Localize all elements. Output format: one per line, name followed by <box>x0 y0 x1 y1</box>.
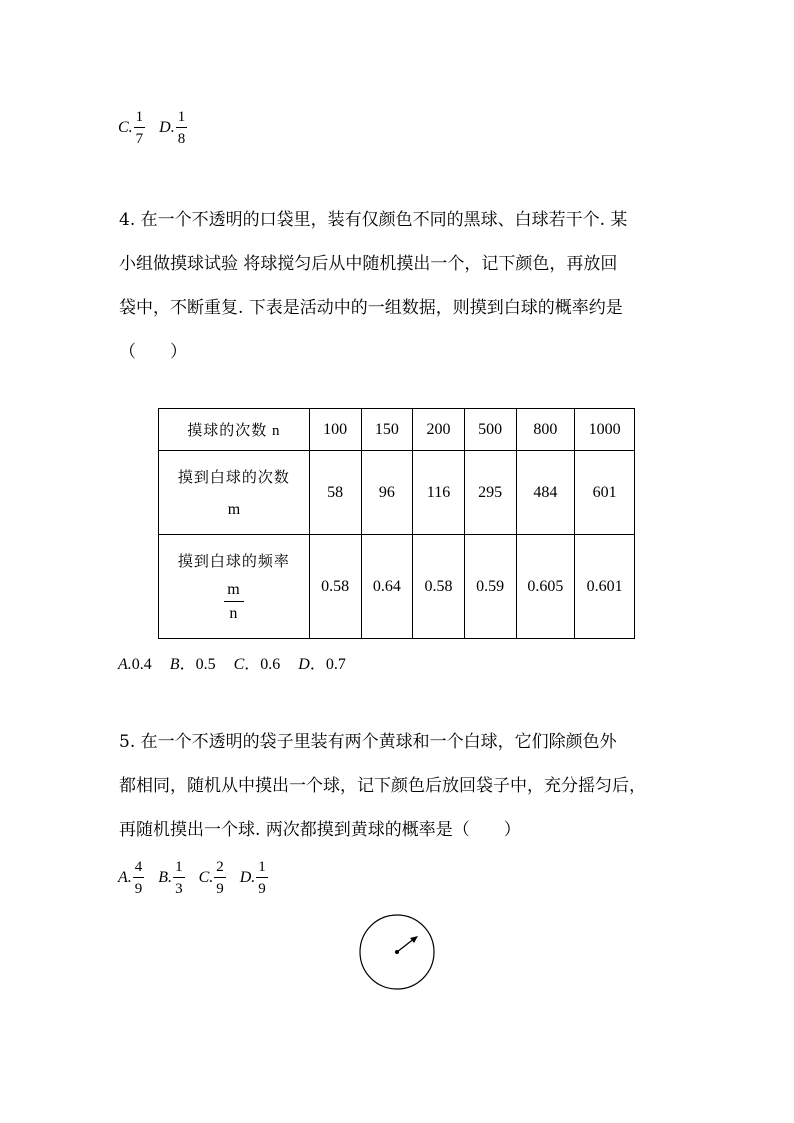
spinner-dial-icon <box>356 911 438 993</box>
fraction <box>256 858 268 898</box>
pointer-arrowhead <box>410 936 418 943</box>
fraction-denominator: 7 <box>135 131 144 147</box>
table-cell: 0.605 <box>516 535 575 639</box>
option-letter: C. <box>118 119 133 136</box>
question-line: （ ） <box>119 342 187 362</box>
table-cell: 116 <box>413 451 465 535</box>
q3-options <box>118 108 201 148</box>
fraction-numerator: 1 <box>176 108 188 128</box>
option-letter: A. <box>118 869 132 886</box>
q5-option-c <box>199 858 226 898</box>
question-line: 5. 在一个不透明的袋子里装有两个黄球和一个白球，它们除颜色外 <box>119 732 617 752</box>
table-row <box>159 451 635 535</box>
option-letter: D. <box>239 869 256 886</box>
table-cell-label <box>159 451 310 535</box>
label-text: 摸到白球的次数 <box>177 470 290 486</box>
table-cell: 100 <box>309 409 361 451</box>
fraction <box>224 581 243 623</box>
fraction-numerator: 2 <box>214 858 226 878</box>
option-letter: A. <box>118 656 132 673</box>
option-letter: D <box>298 656 310 673</box>
fraction-numerator: 1 <box>134 108 146 128</box>
table-row <box>159 535 635 639</box>
q5-option-b <box>158 858 184 898</box>
option-letter: C <box>233 656 245 673</box>
q4-option-a <box>118 656 152 673</box>
table-cell: 295 <box>464 451 516 535</box>
question-line: 都相同，随机从中摸出一个球，记下颜色后放回袋子中，充分摇匀后， <box>119 776 646 796</box>
question-line: 袋中，不断重复. 下表是活动中的一组数据，则摸到白球的概率约是 <box>119 298 623 318</box>
option-text: ．0.6 <box>244 656 281 673</box>
table-row <box>159 409 635 451</box>
table-cell: 96 <box>361 451 413 535</box>
table-cell: 500 <box>464 409 516 451</box>
option-letter: D. <box>159 119 175 136</box>
option-text: ．0.5 <box>179 656 216 673</box>
q4-option-d <box>298 656 346 673</box>
fraction-denominator: 9 <box>134 881 143 897</box>
question-line: 4. 在一个不透明的口袋里，装有仅颜色不同的黑球、白球若干个. 某 <box>119 210 628 230</box>
option-letter: B <box>169 656 180 673</box>
fraction-denominator: 9 <box>216 881 224 897</box>
fraction-denominator: 9 <box>258 881 266 897</box>
fraction-denominator: 3 <box>175 881 183 897</box>
table-cell: 1000 <box>575 409 635 451</box>
question-line: 再随机摸出一个球. 两次都摸到黄球的概率是（ ） <box>119 820 521 840</box>
q3-option-c <box>118 108 145 148</box>
option-letter: C. <box>198 869 214 886</box>
question-line: 小组做摸球试验 将球搅匀后从中随机摸出一个，记下颜色，再放回 <box>119 254 618 274</box>
fraction-numerator: 1 <box>173 858 185 878</box>
fraction <box>173 858 185 898</box>
fraction <box>176 108 188 148</box>
fraction <box>214 858 226 898</box>
table-cell: 0.59 <box>464 535 516 639</box>
table-cell: 58 <box>309 451 361 535</box>
fraction <box>134 108 146 148</box>
label-text: 摸到白球的频率 <box>177 554 290 570</box>
question-4-text <box>119 198 699 374</box>
table-cell-label: 摸球的次数 n <box>159 409 310 451</box>
fraction-denominator: n <box>229 605 239 622</box>
option-text: 0.4 <box>131 656 152 673</box>
fraction-denominator: 8 <box>177 131 186 147</box>
q5-option-d <box>240 858 268 898</box>
option-letter: B. <box>158 869 173 886</box>
fraction-numerator: 1 <box>256 858 268 878</box>
fraction-numerator: m <box>224 581 243 602</box>
option-text: ．0.7 <box>309 656 346 673</box>
table-cell: 800 <box>516 409 575 451</box>
table-cell: 150 <box>361 409 413 451</box>
table-cell: 0.58 <box>309 535 361 639</box>
q3-option-d <box>159 108 187 148</box>
label-variable: m <box>227 501 241 518</box>
table-cell: 601 <box>575 451 635 535</box>
dial-center <box>395 950 399 954</box>
q4-option-c <box>234 656 281 673</box>
table-cell: 0.64 <box>361 535 413 639</box>
table-cell: 0.601 <box>575 535 635 639</box>
q5-options <box>118 858 282 898</box>
question-5-text <box>119 720 699 852</box>
q4-option-b <box>170 656 216 673</box>
table-cell-label <box>159 535 310 639</box>
table-cell: 484 <box>516 451 575 535</box>
table-cell: 200 <box>413 409 465 451</box>
fraction <box>133 858 145 898</box>
frequency-table <box>158 408 635 639</box>
q5-option-a <box>118 858 144 898</box>
fraction-numerator: 4 <box>133 858 145 878</box>
table-cell: 0.58 <box>413 535 465 639</box>
q4-options <box>118 651 346 674</box>
